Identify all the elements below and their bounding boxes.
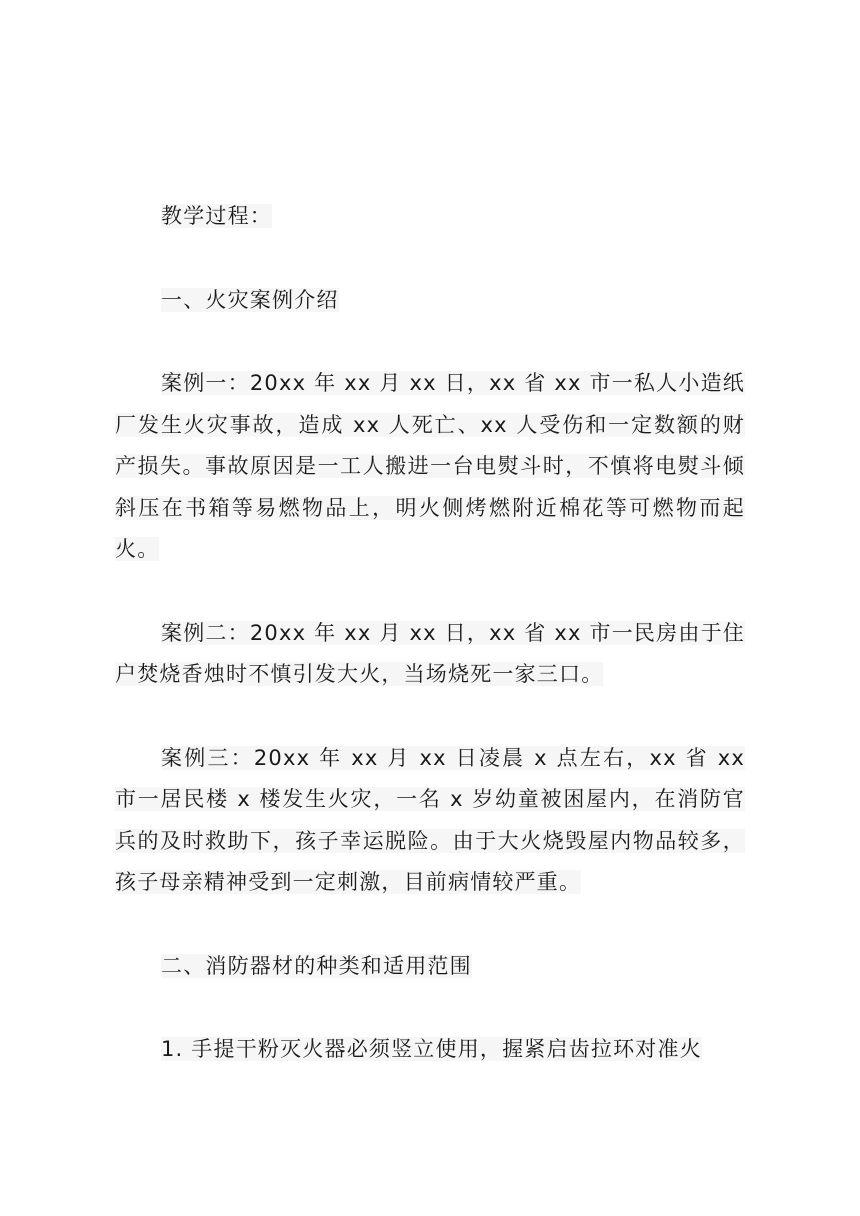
case-one-paragraph: 案例一：20xx 年 xx 月 xx 日，xx 省 xx 市一私人小造纸厂发生火灾事故，造成 xx 人死亡、xx 人受伤和一定数额的财产损失。事故原因是一工人搬进一台电熨斗时，不慎将电熨斗倾斜压在书箱等易燃物品上，明火侧烤燃附近棉花等可燃物而起火。 [115,371,745,561]
section-heading-fire-cases: 一、火灾案例介绍 [161,287,339,312]
section-heading-fire-equipment: 二、消防器材的种类和适用范围 [161,953,472,978]
section-heading-teaching-process: 教学过程： [161,204,272,228]
document-body [115,196,745,1071]
equipment-item-1: 1. 手提干粉灭火器必须竖立使用，握紧启齿拉环对准火 [161,1037,702,1061]
case-three-paragraph: 案例三：20xx 年 xx 月 xx 日凌晨 x 点左右，xx 省 xx 市一居民楼 x 楼发生火灾，一名 x 岁幼童被困屋内，在消防官兵的及时救助下，孩子幸运脱险。由于大火烧毁屋内物品较多，孩子母亲精神受到一定刺激，目前病情较严重。 [115,745,745,894]
case-two-paragraph: 案例二：20xx 年 xx 月 xx 日，xx 省 xx 市一民房由于住户焚烧香烛时不慎引发大火，当场烧死一家三口。 [115,620,745,686]
